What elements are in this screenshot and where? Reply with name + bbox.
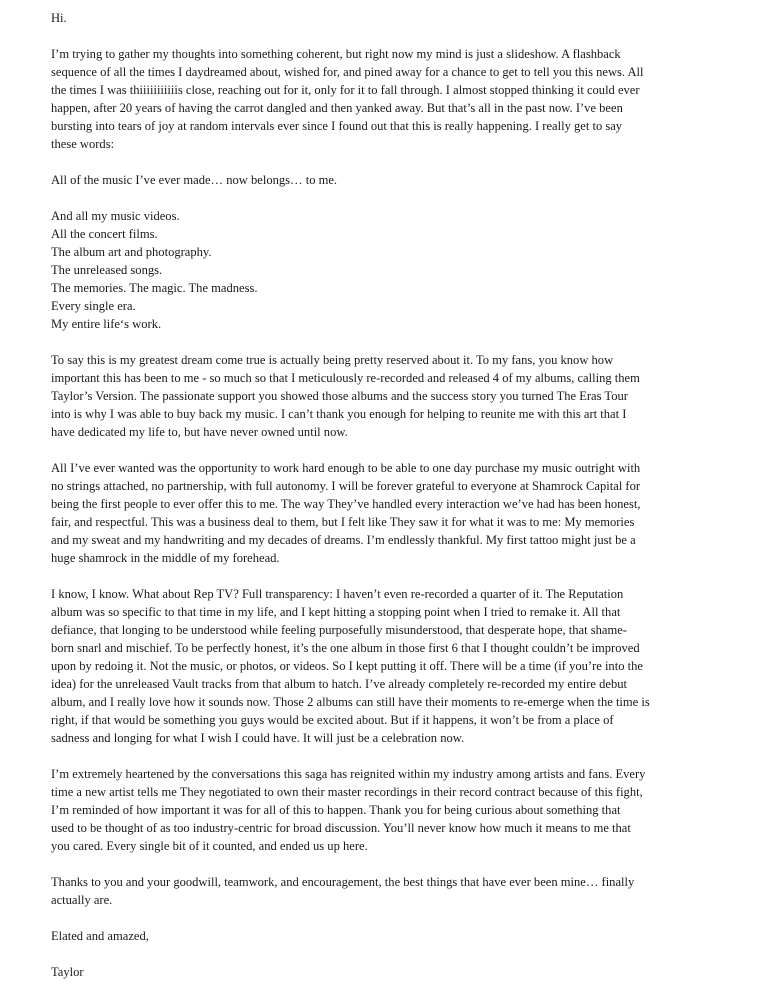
text-line: born snarl and mischief. To be perfectly honest, it’s the one album in those first 6 that I thought couldn’t be improved bbox=[51, 641, 640, 655]
closing bbox=[51, 927, 749, 945]
list-item: My entire life‘s work. bbox=[51, 317, 162, 331]
list-item: Every single era. bbox=[51, 299, 136, 313]
paragraph-industry bbox=[51, 765, 749, 855]
paragraph-announcement bbox=[51, 171, 749, 189]
list-item: The unreleased songs. bbox=[51, 263, 163, 277]
text-line: you cared. Every single bit of it counted, and ended us up here. bbox=[51, 839, 368, 853]
text-line: album was so specific to that time in my life, and I kept hitting a stopping point when I tried to remake it. All that bbox=[51, 605, 621, 619]
list-item: The memories. The magic. The madness. bbox=[51, 281, 258, 295]
text-line: I’m reminded of how important it was for all of this to happen. Thank you for being curious about something that bbox=[51, 803, 621, 817]
text-line: album, and I really love how it sounds now. Those 2 albums can still have their moments to re-emerge when the time is bbox=[51, 695, 650, 709]
text-line: no strings attached, no partnership, with full autonomy. I will be forever grateful to everyone at Shamrock Capital for bbox=[51, 479, 641, 493]
text-line: right, if that would be something you guys would be excited about. But if it happens, it won’t be from a place of bbox=[51, 713, 614, 727]
text-line: To say this is my greatest dream come true is actually being pretty reserved about it. To my fans, you know how bbox=[51, 353, 614, 367]
text-line: All I’ve ever wanted was the opportunity to work hard enough to be able to one day purchase my music outright with bbox=[51, 461, 641, 475]
text-line: actually are. bbox=[51, 893, 113, 907]
text-line: important this has been to me - so much so that I meticulously re-recorded and released 4 of my albums, calling them bbox=[51, 371, 640, 385]
greeting-line: Hi. bbox=[51, 11, 67, 25]
text-line: time a new artist tells me They negotiated to own their master recordings in their record contract because of this fight, bbox=[51, 785, 643, 799]
text-line: huge shamrock in the middle of my forehead. bbox=[51, 551, 280, 565]
paragraph-reputation bbox=[51, 585, 749, 747]
text-line: I’m trying to gather my thoughts into something coherent, but right now my mind is just a slideshow. A flashback bbox=[51, 47, 621, 61]
text-line: and my sweat and my handwriting and my decades of dreams. I’m endlessly thankful. My first tattoo might just be a bbox=[51, 533, 636, 547]
list-item: All the concert films. bbox=[51, 227, 158, 241]
text-line: into is why I was able to buy back my music. I can’t thank you enough for helping to reunite me with this art that I bbox=[51, 407, 627, 421]
text-line: I know, I know. What about Rep TV? Full transparency: I haven’t even re-recorded a quarter of it. The Reputation bbox=[51, 587, 624, 601]
text-line: the times I was thiiiiiiiiiiis close, reaching out for it, only for it to fall through. I almost stopped thinking it could ever bbox=[51, 83, 640, 97]
text-line: sadness and longing for what I wish I could have. It will just be a celebration now. bbox=[51, 731, 465, 745]
owned-works-list bbox=[51, 207, 749, 333]
text-line: Thanks to you and your goodwill, teamwork, and encouragement, the best things that have ever been mine… finally bbox=[51, 875, 635, 889]
text-line: upon by redoing it. Not the music, or photos, or videos. So I kept putting it off. There will be a time (if you’re into the bbox=[51, 659, 643, 673]
text-line: being the first people to ever offer this to me. The way They’ve handled every interaction we’ve had has been honest, bbox=[51, 497, 641, 511]
paragraph-dream bbox=[51, 351, 749, 441]
list-item: And all my music videos. bbox=[51, 209, 180, 223]
paragraph-shamrock bbox=[51, 459, 749, 567]
text-line: Taylor’s Version. The passionate support you showed those albums and the success story you turned The Eras Tour bbox=[51, 389, 628, 403]
paragraph-thanks bbox=[51, 873, 749, 909]
text-line: defiance, that longing to be understood while feeling purposefully misunderstood, that desperate hope, that shame- bbox=[51, 623, 627, 637]
text-line: these words: bbox=[51, 137, 115, 151]
paragraph-intro bbox=[51, 45, 749, 153]
closing-line: Elated and amazed, bbox=[51, 929, 149, 943]
text-line: idea) for the unreleased Vault tracks from that album to hatch. I’ve already completely re-recorded my entire debut bbox=[51, 677, 627, 691]
text-line: All of the music I’ve ever made… now belongs… to me. bbox=[51, 173, 338, 187]
text-line: fair, and respectful. This was a business deal to them, but I felt like They saw it for what it was to me: My memories bbox=[51, 515, 635, 529]
signature-name: Taylor bbox=[51, 965, 84, 979]
list-item: The album art and photography. bbox=[51, 245, 212, 259]
text-line: sequence of all the times I daydreamed about, wished for, and pined away for a chance to get to tell you this news. All bbox=[51, 65, 644, 79]
text-line: have dedicated my life to, but have never owned until now. bbox=[51, 425, 348, 439]
text-line: I’m extremely heartened by the conversations this saga has reignited within my industry among artists and fans. Every bbox=[51, 767, 646, 781]
signature bbox=[51, 963, 749, 981]
text-line: happen, after 20 years of having the carrot dangled and then yanked away. But that’s all in the past now. I’ve been bbox=[51, 101, 623, 115]
greeting bbox=[51, 9, 749, 27]
text-line: used to be thought of as too industry-centric for broad discussion. You’ll never know how much it means to me that bbox=[51, 821, 631, 835]
text-line: bursting into tears of joy at random intervals ever since I found out that this is really happening. I really get to say bbox=[51, 119, 623, 133]
